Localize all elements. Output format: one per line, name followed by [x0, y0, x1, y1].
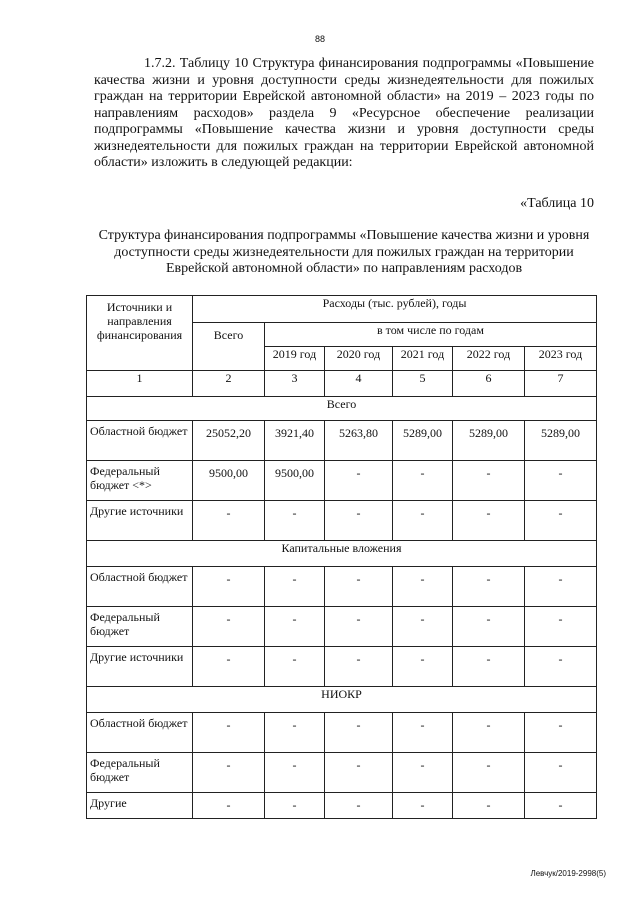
table-row — [87, 793, 597, 819]
header-expenses: Расходы (тыс. рублей), годы — [193, 296, 597, 323]
col-number: 7 — [525, 371, 597, 397]
financing-table — [86, 295, 597, 819]
value-cell: 9500,00 — [265, 461, 325, 501]
intro-text: 1.7.2. Таблицу 10 Структура финансирования подпрограммы «Повышение качества жизни и уровня доступности среды жизнедеятельности для пожилых граждан на территории Еврейской автономной области» на 2019 – 2023 годы по направлениям расходов» раздела 9 «Ресурсное обеспечение реализации подпрограммы «Повышение качества жизни и уровня доступности среды жизнедеятельности для пожилых граждан на территории Еврейской автономной области» изложить в следующей редакции: — [94, 56, 594, 170]
value-cell: - — [193, 793, 265, 819]
table-row — [87, 647, 597, 687]
intro-paragraph — [94, 56, 594, 172]
section-title: Капитальные вложения — [87, 541, 597, 567]
value-cell: - — [393, 647, 453, 687]
value-cell: - — [393, 461, 453, 501]
value-cell: - — [193, 567, 265, 607]
value-cell: 5289,00 — [453, 421, 525, 461]
section-row — [87, 397, 597, 421]
value-cell: - — [325, 713, 393, 753]
header-year-2020: 2020 год — [325, 347, 393, 371]
header-year-2023: 2023 год — [525, 347, 597, 371]
table-row — [87, 501, 597, 541]
value-cell: - — [525, 501, 597, 541]
value-cell: - — [265, 793, 325, 819]
value-cell: 5289,00 — [525, 421, 597, 461]
source-cell: Федеральный бюджет — [87, 753, 193, 793]
table-label: «Таблица 10 — [520, 196, 594, 211]
value-cell: - — [525, 567, 597, 607]
value-cell: - — [325, 567, 393, 607]
value-cell: - — [325, 753, 393, 793]
header-year-2021: 2021 год — [393, 347, 453, 371]
value-cell: - — [393, 607, 453, 647]
value-cell: - — [265, 567, 325, 607]
value-cell: 9500,00 — [193, 461, 265, 501]
value-cell: - — [393, 793, 453, 819]
col-number: 1 — [87, 371, 193, 397]
value-cell: - — [453, 607, 525, 647]
value-cell: - — [393, 567, 453, 607]
col-number: 6 — [453, 371, 525, 397]
value-cell: - — [193, 713, 265, 753]
value-cell: - — [453, 713, 525, 753]
value-cell: - — [193, 647, 265, 687]
source-cell: Другие источники — [87, 501, 193, 541]
header-total: Всего — [193, 323, 265, 371]
value-cell: - — [265, 713, 325, 753]
table-title: Структура финансирования подпрограммы «Повышение качества жизни и уровня доступности среды жизнедеятельности для пожилых граждан на территории Еврейской автономной области» по направлениям расходов — [98, 228, 590, 276]
value-cell: - — [453, 753, 525, 793]
col-number: 3 — [265, 371, 325, 397]
header-year-2019: 2019 год — [265, 347, 325, 371]
value-cell: - — [525, 461, 597, 501]
source-cell: Федеральный бюджет <*> — [87, 461, 193, 501]
value-cell: - — [525, 607, 597, 647]
table-row — [87, 461, 597, 501]
source-cell: Другие источники — [87, 647, 193, 687]
section-row — [87, 687, 597, 713]
value-cell: - — [193, 607, 265, 647]
section-title: Всего — [87, 397, 597, 421]
section-row — [87, 541, 597, 567]
source-cell: Другие — [87, 793, 193, 819]
value-cell: - — [525, 713, 597, 753]
value-cell: - — [525, 753, 597, 793]
header-sources: Источники и направления финансирования — [87, 296, 193, 371]
value-cell: - — [193, 753, 265, 793]
col-number: 2 — [193, 371, 265, 397]
value-cell: - — [453, 793, 525, 819]
value-cell: - — [453, 501, 525, 541]
footer-code: Левчук/2019-2998(5) — [530, 869, 606, 878]
value-cell: - — [265, 647, 325, 687]
value-cell: - — [325, 461, 393, 501]
value-cell: - — [265, 501, 325, 541]
value-cell: 5289,00 — [393, 421, 453, 461]
value-cell: - — [525, 793, 597, 819]
value-cell: 3921,40 — [265, 421, 325, 461]
value-cell: - — [453, 647, 525, 687]
section-title: НИОКР — [87, 687, 597, 713]
table-row — [87, 567, 597, 607]
source-cell: Областной бюджет — [87, 713, 193, 753]
source-cell: Областной бюджет — [87, 421, 193, 461]
value-cell: - — [393, 501, 453, 541]
page-number: 88 — [314, 34, 325, 44]
value-cell: 25052,20 — [193, 421, 265, 461]
table-row — [87, 753, 597, 793]
value-cell: - — [453, 567, 525, 607]
value-cell: - — [325, 647, 393, 687]
value-cell: - — [325, 501, 393, 541]
col-number: 4 — [325, 371, 393, 397]
value-cell: - — [325, 607, 393, 647]
table-row — [87, 421, 597, 461]
header-year-2022: 2022 год — [453, 347, 525, 371]
value-cell: - — [265, 753, 325, 793]
value-cell: - — [325, 793, 393, 819]
source-cell: Федеральный бюджет — [87, 607, 193, 647]
table-row — [87, 713, 597, 753]
table-row — [87, 607, 597, 647]
value-cell: - — [193, 501, 265, 541]
value-cell: - — [453, 461, 525, 501]
value-cell: - — [265, 607, 325, 647]
value-cell: 5263,80 — [325, 421, 393, 461]
value-cell: - — [393, 713, 453, 753]
source-cell: Областной бюджет — [87, 567, 193, 607]
value-cell: - — [393, 753, 453, 793]
header-by-years: в том числе по годам — [265, 323, 597, 347]
value-cell: - — [525, 647, 597, 687]
col-number: 5 — [393, 371, 453, 397]
